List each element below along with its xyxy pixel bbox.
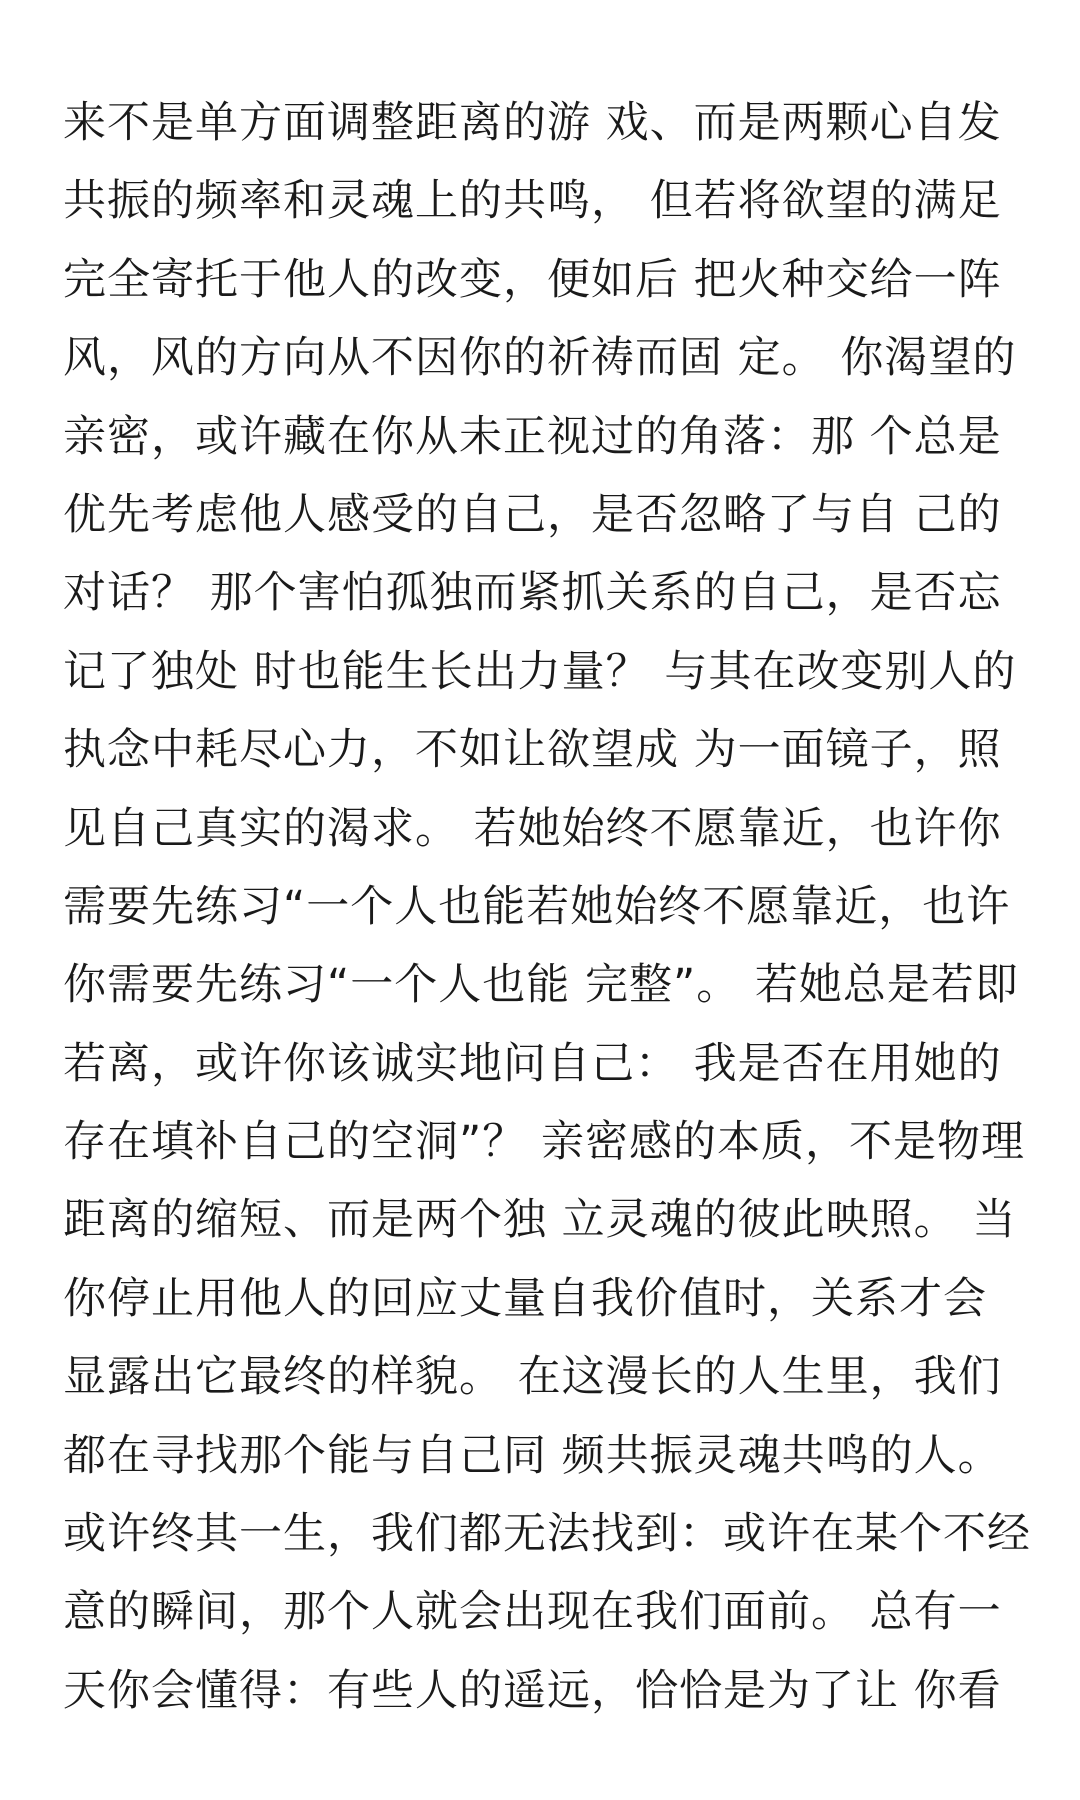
text-line: 或许终其一生，我们都无法找到：或许在某个不经 (63, 1509, 1031, 1560)
text-line: 你停止用他人的回应丈量自我价值时，关系才会 (63, 1273, 987, 1324)
text-line: 风，风的方向从不因你的祈祷而固 定。 你渴望的 (63, 333, 1017, 384)
article-body (63, 84, 1031, 1730)
text-line: 你需要先练习“一个人也能 完整”。 若她总是若即 (63, 960, 1019, 1011)
text-line: 优先考虑他人感受的自己，是否忽略了与自 己的 (63, 489, 1002, 540)
text-line: 若离，或许你该诚实地问自己： 我是否在用她的 (63, 1038, 1002, 1089)
text-line: 见自己真实的渴求。 若她始终不愿靠近，也许你 (63, 803, 1002, 854)
text-line: 记了独处 时也能生长出力量？ 与其在改变别人的 (63, 646, 1017, 697)
text-line: 天你会懂得：有些人的遥远，恰恰是为了让 你看 (63, 1665, 1002, 1716)
text-line: 都在寻找那个能与自己同 频共振灵魂共鸣的人。 (63, 1430, 1002, 1481)
text-line: 需要先练习“一个人也能若她始终不愿靠近，也许 (63, 881, 1011, 932)
text-line: 意的瞬间，那个人就会出现在我们面前。 总有一 (63, 1587, 1002, 1638)
text-line: 距离的缩短、而是两个独 立灵魂的彼此映照。 当 (63, 1195, 1017, 1246)
text-line: 亲密，或许藏在你从未正视过的角落：那 个总是 (63, 411, 1002, 462)
text-line: 执念中耗尽心力，不如让欲望成 为一面镜子，照 (63, 725, 1002, 776)
text-line: 对话？ 那个害怕孤独而紧抓关系的自己，是否忘 (63, 568, 1002, 619)
text-line: 存在填补自己的空洞”？ 亲密感的本质，不是物理 (63, 1117, 1025, 1168)
text-line: 共振的频率和灵魂上的共鸣， 但若将欲望的满足 (63, 176, 1002, 227)
text-line: 完全寄托于他人的改变，便如后 把火种交给一阵 (63, 254, 1002, 305)
text-line: 显露出它最终的样貌。 在这漫长的人生里，我们 (63, 1352, 1002, 1403)
text-line: 来不是单方面调整距离的游 戏、而是两颗心自发 (63, 98, 1002, 148)
